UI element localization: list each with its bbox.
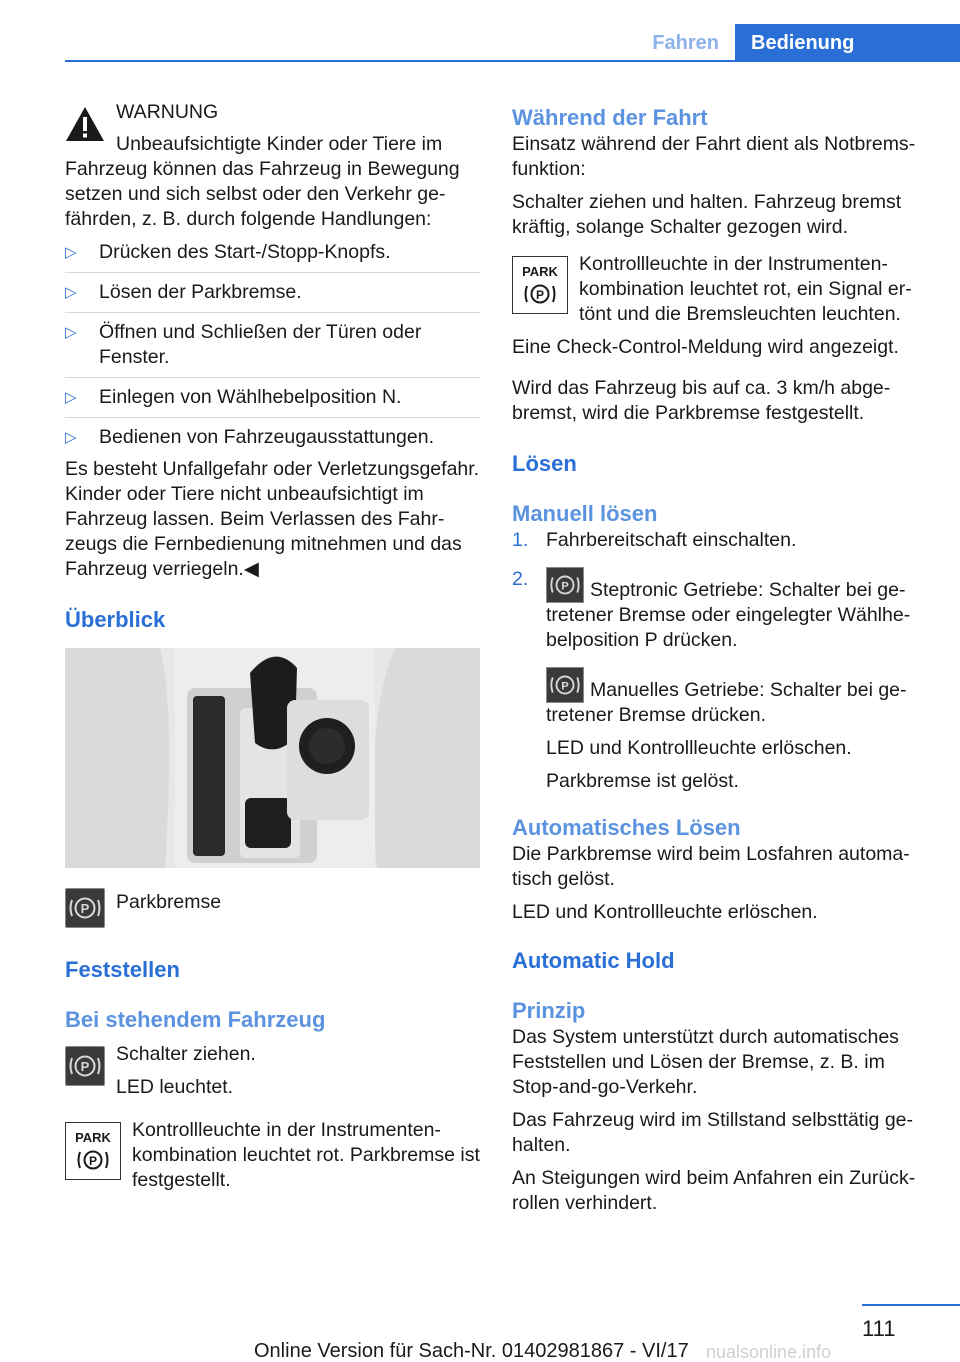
- led-erloeschen-1: LED und Kontrollleuchte erlöschen.: [546, 737, 852, 759]
- triangle-bullet-icon: ▷: [65, 429, 77, 446]
- list-item: ▷ Lösen der Parkbremse.: [65, 281, 302, 303]
- warning-block: [65, 100, 480, 232]
- section-tab-fahren[interactable]: Fahren: [652, 32, 719, 54]
- warning-triangle-icon: [65, 106, 105, 142]
- svg-text:PARK: PARK: [75, 1130, 111, 1145]
- triangle-bullet-icon: ▷: [65, 284, 77, 301]
- list-item: ▷ Drücken des Start-/Stopp-Knopfs.: [65, 241, 391, 263]
- section-tab-bedienung[interactable]: Bedienung: [735, 24, 960, 62]
- svg-text:P: P: [561, 680, 569, 693]
- loesen-steps: [512, 528, 930, 653]
- center-console-photo: [65, 648, 480, 868]
- auto-loesen-text: Die Parkbremse wird beim Losfahren automatisch gelöst.: [512, 843, 910, 890]
- list-item: ▷ Einlegen von Wählhebelposition N.: [65, 386, 402, 408]
- heading-feststellen: Feststellen: [65, 957, 180, 982]
- kontrollleuchte-row: [65, 1118, 480, 1193]
- triangle-bullet-icon: ▷: [65, 324, 77, 341]
- heading-fahrt: Während der Fahrt: [512, 105, 708, 130]
- warning-list: [65, 240, 480, 450]
- parking-brake-icon: [546, 567, 584, 603]
- svg-text:P: P: [80, 901, 90, 916]
- triangle-bullet-icon: ▷: [65, 389, 77, 406]
- check-control-text: Eine Check-Control-Meldung wird angezeigt.: [512, 336, 899, 358]
- prinzip-text-2: Das Fahrzeug wird im Stillstand selbsttätig gehalten.: [512, 1109, 914, 1156]
- header-rule: [65, 60, 960, 62]
- svg-text:P: P: [561, 580, 569, 593]
- led-erloeschen-2: LED und Kontrollleuchte erlöschen.: [512, 901, 818, 923]
- parking-brake-icon: [65, 888, 105, 928]
- heading-stehend: Bei stehendem Fahrzeug: [65, 1007, 326, 1032]
- page-number: 111: [862, 1316, 896, 1341]
- heading-loesen: Lösen: [512, 451, 577, 476]
- park-warning-light-icon: [512, 256, 568, 314]
- prinzip-text-3: An Steigungen wird beim Anfahren ein Zurückrollen verhindert.: [512, 1167, 916, 1214]
- list-item: 1. Fahrbereitschaft einschalten.: [512, 529, 797, 551]
- fahrt-text-2: Schalter ziehen und halten. Fahrzeug bremst kräftig, solange Schalter gezogen wird.: [512, 191, 902, 238]
- parking-brake-icon: [546, 667, 584, 703]
- schalter-ziehen-row: [65, 1042, 480, 1106]
- parkbremse-label: Parkbremse: [116, 891, 222, 913]
- fahrt-text-1: Einsatz während der Fahrt dient als Notbremsfunktion:: [512, 133, 916, 180]
- heading-auto-loesen: Automatisches Lösen: [512, 815, 741, 840]
- heading-automatic-hold: Automatic Hold: [512, 948, 675, 973]
- list-item: 2. P Steptronic Getriebe: Schalter bei getretener Bremse oder eingelegter Wählhebelposition P drücken.: [512, 568, 911, 651]
- list-item: ▷ Bedienen von Fahrzeugausstattungen.: [65, 426, 434, 448]
- watermark: nualsonline.info: [706, 1342, 832, 1362]
- park-warning-light-icon: [65, 1122, 121, 1180]
- parking-brake-icon: [65, 1046, 105, 1086]
- heading-prinzip: Prinzip: [512, 998, 586, 1023]
- warning-title: WARNUNG: [116, 101, 219, 123]
- prinzip-text-1: Das System unterstützt durch automatisches Feststellen und Lösen der Bremse, z. B. im Stop-and-go-Verkehr.: [512, 1026, 899, 1098]
- abgebremst-text: Wird das Fahrzeug bis auf ca. 3 km/h abgebremst, wird die Parkbremse festgestellt.: [512, 377, 891, 424]
- right-column: [512, 104, 930, 1216]
- page-header: [65, 24, 960, 62]
- kontrollleuchte-text: Kontrollleuchte in der Instrumentenkombination leuchtet rot. Parkbremse ist festgestellt.: [132, 1119, 480, 1191]
- svg-text:P: P: [535, 288, 545, 302]
- warning-outro: Es besteht Unfallgefahr oder Verletzungsgefahr. Kinder oder Tiere nicht unbeaufsichtigt im Fahrzeug lassen. Beim Verlassen des Fahrzeugs die Fernbedienung mitnehmen und das Fahrzeug verriegeln.◀: [65, 458, 480, 580]
- parkbremse-legend: [65, 888, 480, 928]
- triangle-bullet-icon: ▷: [65, 244, 77, 261]
- schalter-ziehen: Schalter ziehen.: [116, 1043, 256, 1065]
- svg-text:P: P: [80, 1059, 90, 1074]
- svg-text:PARK: PARK: [522, 264, 558, 279]
- left-column: [65, 100, 480, 1193]
- warning-intro: Unbeaufsichtigte Kinder oder Tiere im Fahrzeug können das Fahrzeug in Bewegung setzen und sich selbst oder den Verkehr gefährden, z. B. durch folgende Handlungen:: [65, 133, 460, 230]
- list-item: ▷ Öffnen und Schließen der Türen oder Fenster.: [65, 321, 422, 368]
- online-version-note: Online Version für Sach-Nr. 01402981867 - VI/17: [254, 1340, 689, 1362]
- footer-rule: [862, 1304, 960, 1306]
- heading-manuell: Manuell lösen: [512, 501, 658, 526]
- led-leuchtet: LED leuchtet.: [116, 1076, 234, 1098]
- kontrollleuchte-row-2: [512, 252, 930, 327]
- manuell-getriebe-text: P Manuelles Getriebe: Schalter bei getretener Bremse drücken.: [512, 667, 930, 728]
- heading-ueberblick: Überblick: [65, 607, 166, 632]
- kontrollleuchte-text-2: Kontrollleuchte in der Instrumentenkombination leuchtet rot, ein Signal ertönt und die Bremsleuchten leuchten.: [579, 253, 912, 325]
- svg-text:P: P: [88, 1154, 98, 1168]
- parkbremse-geloest: Parkbremse ist gelöst.: [546, 770, 739, 792]
